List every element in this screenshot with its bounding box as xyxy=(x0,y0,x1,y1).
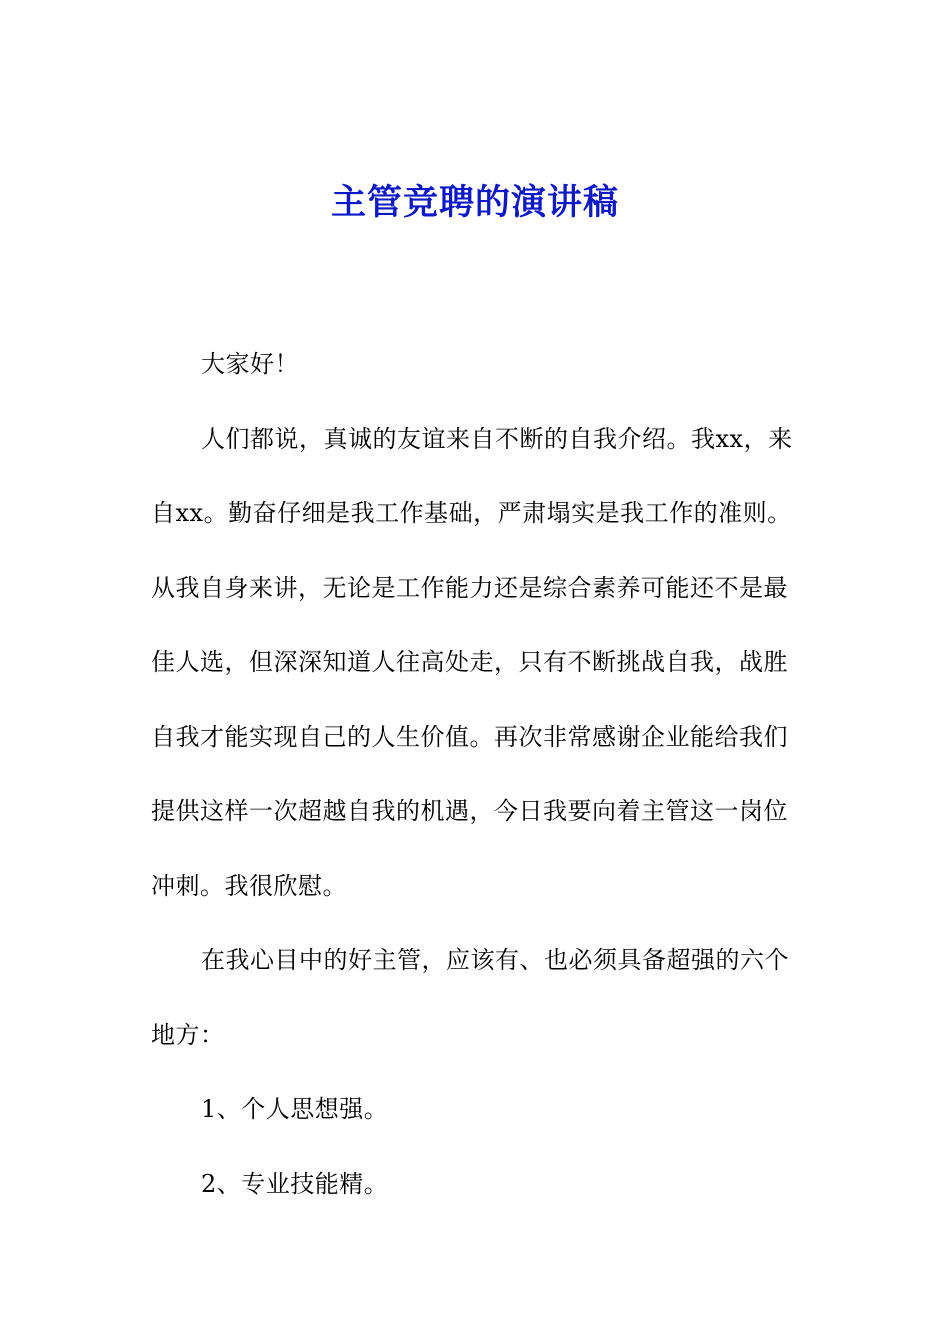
paragraph-greeting: 大家好！ xyxy=(201,350,299,378)
document-title: 主管竞聘的演讲稿 xyxy=(330,182,619,223)
document-body xyxy=(151,327,799,1221)
paragraph-introduction: 人们都说，真诚的友谊来自不断的自我介绍。我xx，来自xx。勤奋仔细是我工作基础，严肃塌实是我工作的准则。从我自身来讲，无论是工作能力还是综合素养可能还不是最佳人选，但深深知道人往高处走，只有不断挑战自我，战胜自我才能实现自己的人生价值。再次非常感谢企业能给我们提供这样一次超越自我的机遇，今日我要向着主管这一岗位冲刺。我很欣慰。 xyxy=(151,424,793,900)
list-item-1: 1、个人思想强。 xyxy=(201,1095,389,1123)
list-item-2: 2、专业技能精。 xyxy=(201,1169,389,1198)
paragraph-qualities-intro: 在我心目中的好主管，应该有、也必须具备超强的六个地方： xyxy=(151,946,789,1049)
